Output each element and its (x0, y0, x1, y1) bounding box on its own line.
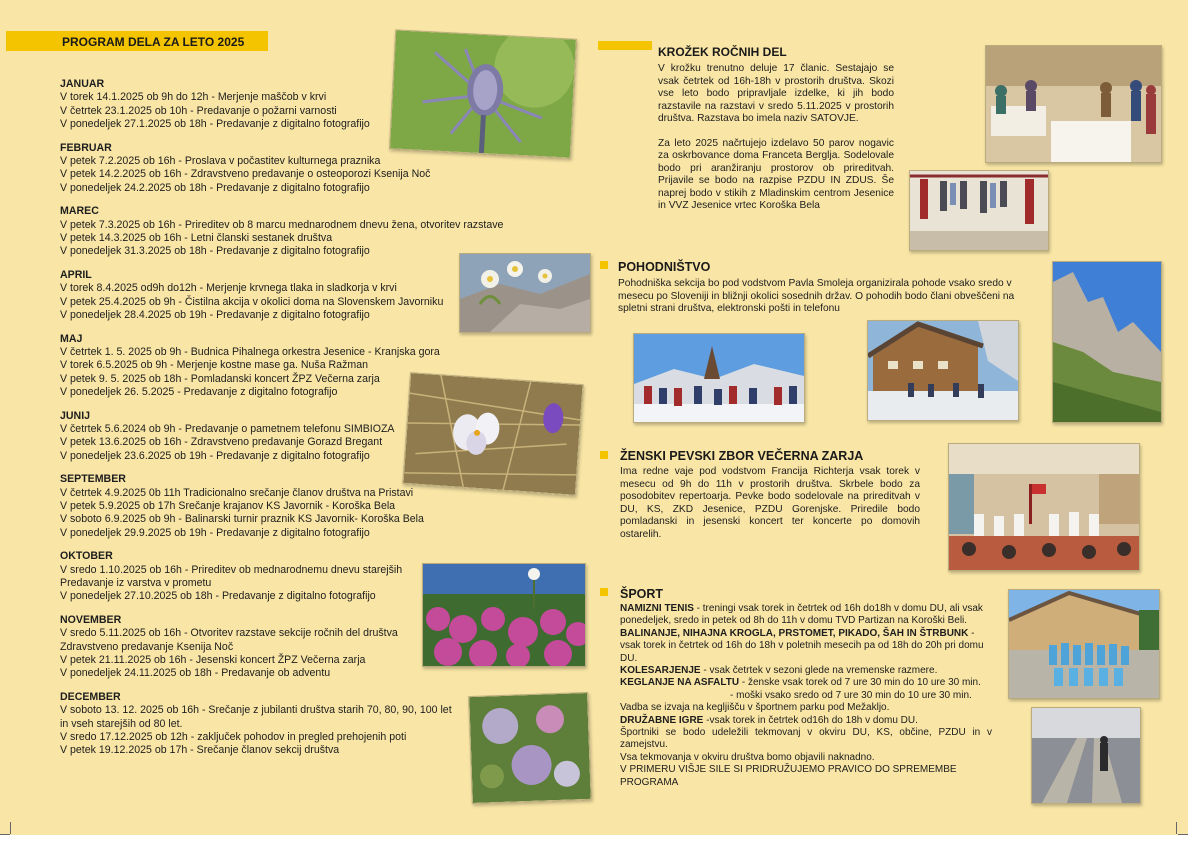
event-line: in vseh starejših od 80 let. (60, 717, 183, 730)
pohodnistvo-marker (600, 261, 608, 269)
event-line: V ponedeljek 27.1.2025 ob 18h - Predavanje z digitalno fotografijo (60, 118, 370, 131)
month-heading: SEPTEMBER (60, 473, 126, 486)
sport-vadba: Vadba se izvaja na kegljišču v športnem parku pod Mežakljo. (620, 702, 890, 714)
month-heading: DECEMBER (60, 690, 121, 703)
choir-photo (948, 443, 1140, 571)
event-line: Zdravstveno predavanje Ksenija Noč (60, 640, 234, 653)
program-title: PROGRAM DELA ZA LETO 2025 (62, 35, 245, 49)
event-line: V petek 7.2.2025 ob 16h - Proslava v počastitev kulturnega praznika (60, 155, 381, 168)
event-line: V ponedeljek 24.2.2025 ob 18h - Predavanje z digitalno fotografijo (60, 181, 370, 194)
mountain-hut-photo (867, 320, 1019, 421)
sport-druzabne-text: -vsak torek in četrtek od16h do 18h v domu DU. (703, 714, 918, 726)
month-heading: JANUAR (60, 78, 105, 90)
sport-kolesarjenje-text: - vsak četrtek v sezoni glede na vremenske razmere. (700, 665, 938, 677)
event-line: V petek 21.11.2025 ob 16h - Jesenski koncert ŽPZ Večerna zarja (60, 654, 366, 667)
thistle-blossom-photo (468, 692, 592, 804)
sport-tekmovanja: Športniki se bodo udeležili tekmovanj v okviru DU, KS, občine, PZDU in v zamejstvu. (620, 727, 992, 751)
sport-keglanje-text-2: - moški vsako sredo od 7 ure 30 min do 10 ure 30 min. (730, 689, 972, 701)
month-block (60, 691, 480, 758)
zbor-marker (600, 451, 608, 459)
trim-mark (10, 822, 11, 834)
pohodnistvo-title: POHODNIŠTVO (618, 260, 711, 274)
event-line: V torek 6.5.2025 ob 9h - Merjenje kostne mase ga. Nuša Ražman (60, 359, 368, 372)
krozek-title: KROŽEK ROČNIH DEL (658, 45, 787, 59)
event-line: V soboto 6.9.2025 ob 9h - Balinarski turnir praznik KS Javornik- Koroška Bela (60, 513, 424, 526)
event-line: V sredo 1.10.2025 ob 16h - Prireditev ob mednarodnemu dnevu starejših (60, 563, 403, 576)
meadow-flowers-photo (422, 563, 586, 667)
month-block (60, 269, 480, 323)
event-line: V petek 19.12.2025 ob 17h - Srečanje članov sekcij društva (60, 744, 340, 757)
krozek-text (658, 63, 894, 213)
krozek-bar (598, 41, 652, 50)
event-line: V četrtek 4.9.2025 0b 11h Tradicionalno srečanje članov društva na Pristavi (60, 486, 414, 499)
sport-druzabne (620, 715, 992, 727)
event-line: V petek 14.3.2025 ob 16h - Letni članski sestanek društva (60, 232, 333, 245)
alpine-flowers-photo (459, 253, 591, 333)
sport-tenis-label: NAMIZNI TENIS (620, 603, 694, 614)
month-heading: FEBRUAR (60, 141, 112, 154)
crocus-photo (402, 372, 583, 496)
event-line: V torek 8.4.2025 od9h do12h - Merjenje krvnega tlaka in sladkorja v krvi (60, 282, 397, 295)
month-heading: MAJ (60, 332, 83, 345)
event-line: V četrtek 23.1.2025 ob 10h - Predavanje o požarni varnosti (60, 104, 337, 117)
month-heading: JUNIJ (60, 409, 91, 422)
trim-mark (0, 834, 10, 835)
event-line: V petek 25.4.2025 ob 9h - Čistilna akcija v okolici doma na Slovenskem Javorniku (60, 295, 444, 308)
event-line: V petek 14.2.2025 ob 16h - Zdravstveno predavanje o osteoporozi Ksenija Noč (60, 168, 431, 181)
sport-balinanje-label: BALINANJE, NIHAJNA KROGLA, PRSTOMET, PIKADO, ŠAH IN ŠTRBUNK (620, 627, 969, 639)
event-line: V ponedeljek 31.3.2025 ob 18h - Predavanje z digitalno fotografijo (60, 245, 370, 258)
sport-tenis-text: - treningi vsak torek in četrtek od 16h do18h v domu DU, ali vsak ponedeljek, sredo in petek od 8h do 11h v domu TVD Partizan na Koroški Beli. (620, 603, 983, 627)
sport-keglanje-label: KEGLANJE NA ASFALTU (620, 677, 740, 689)
hiking-group-snow-photo (633, 333, 805, 423)
month-block (60, 614, 480, 681)
krozek-paragraph-1: V krožku trenutno deluje 17 članic. Sestajajo se vsak četrtek od 16h-18h v prostorih društva. Skozi vse leto bodo pripravljale izdelke, ki jih bodo razstavile na razstavi v sredo 5.11.2025 v prostorih društva. Razstava bo imela naziv SATOVJE. (658, 63, 894, 124)
event-line: V petek 9. 5. 2025 ob 18h - Pomladanski koncert ŽPZ Večerna zarja (60, 372, 380, 385)
thistle-photo (389, 29, 577, 158)
sport-balinanje-text: - vsak torek in četrtek od 16h do 18h v poletnih mesecih pa od 18h do 20h pri domu DU. (620, 627, 984, 664)
event-line: V ponedeljek 26. 5.2025 - Predavanje z digitalno fotografijo (60, 386, 338, 399)
handicraft-exhibition-photo (985, 45, 1162, 163)
event-line: Predavanje iz varstva v prometu (60, 577, 212, 589)
sport-keglanje (620, 677, 992, 689)
event-line: V ponedeljek 29.9.2025 ob 19h - Predavanje z digitalno fotografijo (60, 526, 370, 539)
month-block (60, 550, 480, 604)
trim-mark (1178, 834, 1188, 835)
mountain-ridge-photo (1052, 261, 1162, 423)
event-line: V petek 13.6.2025 ob 16h - Zdravstveno predavanje Gorazd Bregant (60, 436, 383, 449)
event-line: V sredo 5.11.2025 ob 16h - Otvoritev razstave sekcije ročnih del društva (60, 627, 398, 640)
sport-balinanje (620, 628, 992, 665)
pohodnistvo-text: Pohodniška sekcija bo pod vodstvom Pavla Smoleja organizirala pohode vsako sredo v mesecu po Sloveniji in bližnji okolici sosednih držav. O pohodih bodo člani obveščeni na spletni strani društva, elektronski pošti in telefonu (618, 278, 1015, 314)
event-line: V ponedeljek 28.4.2025 ob 19h - Predavanje z digitalno fotografijo (60, 309, 370, 322)
month-heading: MAREC (60, 205, 99, 218)
sport-druzabne-label: DRUŽABNE IGRE (620, 714, 704, 726)
sport-marker (600, 588, 608, 596)
sport-tenis (620, 603, 992, 628)
month-block (60, 205, 504, 259)
sport-kolesarjenje-label: KOLESARJENJE (620, 665, 701, 677)
month-heading: NOVEMBER (60, 613, 122, 626)
zbor-title: ŽENSKI PEVSKI ZBOR VEČERNA ZARJA (620, 449, 864, 463)
event-line: V ponedeljek 24.11.2025 ob 18h - Predavanje ob adventu (60, 667, 331, 680)
event-line: V petek 5.9.2025 ob 17h Srečanje krajanov KS Javornik - Koroška Bela (60, 499, 396, 512)
bowling-alley-photo (1031, 707, 1141, 804)
event-line: V petek 7.3.2025 ob 16h - Prireditev ob 8 marcu mednarodnem dnevu žena, otvoritev razstave (60, 218, 504, 231)
sport-text (620, 603, 992, 789)
month-heading: APRIL (60, 268, 92, 281)
event-line: V ponedeljek 23.6.2025 ob 19h - Predavanje z digitalno fotografijo (60, 449, 370, 462)
sport-group-photo (1008, 589, 1160, 699)
event-line: V sredo 17.12.2025 ob 12h - zaključek pohodov in pregled prehojenih poti (60, 731, 407, 744)
event-line: V četrtek 1. 5. 2025 ob 9h - Budnica Pihalnega orkestra Jesenice - Kranjska gora (60, 345, 440, 358)
event-line: V četrtek 5.6.2024 ob 9h - Predavanje o pametnem telefonu SIMBIOZA (60, 422, 395, 435)
sport-note: V PRIMERU VIŠJE SILE SI PRIDRUŽUJEMO PRAVICO DO SPREMEMBE PROGRAMA (620, 764, 957, 788)
month-heading: OKTOBER (60, 550, 113, 563)
event-line: V ponedeljek 27.10.2025 ob 18h - Predavanje z digitalno fotografijo (60, 590, 376, 603)
krozek-paragraph-2: Za leto 2025 načrtujejo izdelavo 50 parov nogavic za oskrbovance doma Franceta Berglja. Sodelovale bodo pri aranžiranju prostorov ob prireditvah. Prijavile se bodo na razpise PZDU IN ZDUS. Še naprej bodo v stikih z Mladinskim centrom Jesenice in VVZ Jesenice vrtec Koroška Bela (658, 137, 894, 211)
event-line: V soboto 13. 12. 2025 ob 16h - Srečanje z jubilanti društva starih 70, 80, 90, 100 let (60, 704, 452, 717)
sport-kolesarjenje (620, 665, 992, 677)
zbor-text: Ima redne vaje pod vodstvom Francija Richterja vsak torek v mesecu od 9h do 11h v prostorih društva. Skrbele bodo za posodobitev repertoarja. Pevke bodo sodelovale na prireditvah v DU, KS, ZKD Jesenice, PZDU Gorenjske. Priredile bodo pomladanski in jesenski koncert ter koncerte po domovih ostarelih. (620, 466, 920, 540)
trim-mark (1176, 822, 1177, 834)
event-line: V torek 14.1.2025 ob 9h do 12h - Merjenje maščob v krvi (60, 91, 327, 104)
sport-title: ŠPORT (620, 587, 664, 601)
sport-vsa: Vsa tekmovanja v okviru društva bomo objavili naknadno. (620, 751, 875, 763)
socks-display-photo (909, 170, 1049, 251)
sport-keglanje-text-1: - ženske vsak torek od 7 ure 30 min do 10 ure 30 min. (739, 677, 981, 689)
